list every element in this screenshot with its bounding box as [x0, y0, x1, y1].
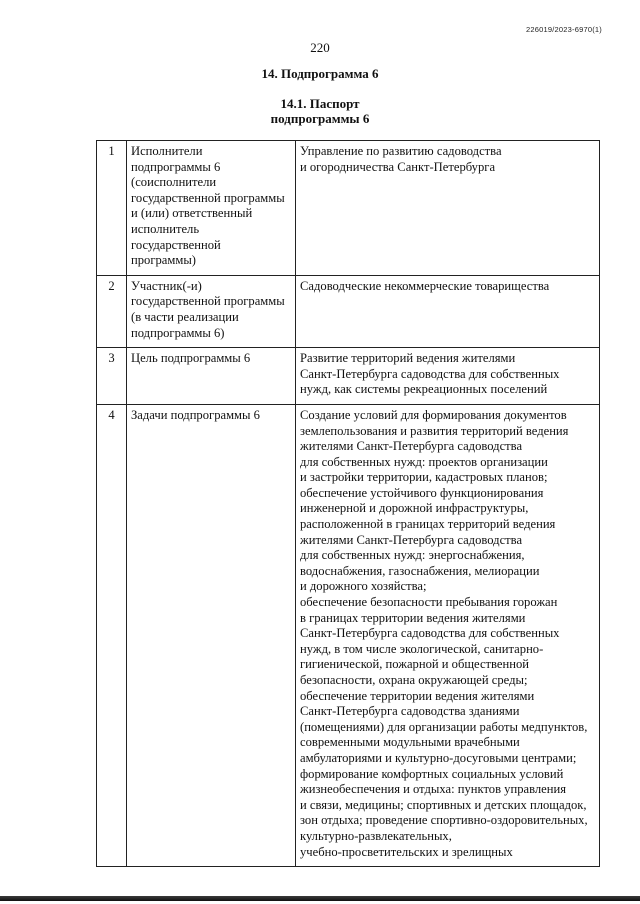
row-label — [127, 275, 296, 347]
table-row — [97, 275, 600, 347]
label-line: исполнитель — [131, 221, 200, 236]
value-line: (помещениями) для организации работы медпунктов, — [300, 719, 588, 734]
value-line: Садоводческие некоммерческие товарищества — [300, 278, 550, 293]
value-line: культурно-развлекательных, — [300, 828, 452, 843]
page-number: 220 — [310, 40, 330, 55]
value-line: нужд, в том числе экологической, санитарно- — [300, 641, 544, 656]
section-title: 14. Подпрограмма 6 — [261, 66, 379, 81]
value-line: учебно-просветительских и зрелищных — [300, 844, 513, 859]
label-line: Задачи подпрограммы 6 — [131, 407, 260, 422]
value-line: Санкт-Петербурга садоводства для собственных — [300, 366, 560, 381]
value-line: Санкт-Петербурга садоводства зданиями — [300, 704, 520, 719]
table-row — [97, 348, 600, 405]
document-number: 226019/2023-6970(1) — [526, 25, 602, 34]
value-line: нужд, как системы рекреационных поселений — [300, 382, 548, 397]
value-line: Управление по развитию садоводства — [300, 144, 502, 158]
scan-bottom-edge — [0, 896, 640, 901]
value-line: расположенной в границах территорий ведения — [300, 517, 556, 532]
row-value — [296, 404, 600, 866]
value-line: для собственных нужд: энергоснабжения, — [300, 548, 525, 563]
value-line: и застройки территории, кадастровых планов; — [300, 470, 548, 485]
row-number: 2 — [97, 275, 127, 347]
value-line: обеспечение территории ведения жителями — [300, 688, 535, 703]
label-line: подпрограммы 6 — [131, 159, 221, 174]
value-line: современными модульными врачебными — [300, 735, 520, 750]
row-number: 3 — [97, 348, 127, 405]
row-label — [127, 348, 296, 405]
label-line: Исполнители — [131, 144, 203, 158]
row-value — [296, 141, 600, 276]
value-line: жизнеобеспечения и отдыха: пунктов управления — [300, 782, 567, 797]
value-line: Развитие территорий ведения жителями — [300, 351, 516, 366]
value-line: и дорожного хозяйства; — [300, 579, 427, 594]
value-line: зон отдыха; проведение спортивно-оздоровительных, — [300, 813, 588, 828]
label-line: Участник(-и) — [131, 278, 202, 293]
label-line: (в части реализации — [131, 309, 239, 324]
value-line: для собственных нужд: проектов организации — [300, 454, 548, 469]
value-line: амбулаториями и культурно-досуговыми центрами; — [300, 750, 577, 765]
label-line: государственной — [131, 237, 221, 252]
label-line: Цель подпрограммы 6 — [131, 351, 251, 366]
value-line: жителями Санкт-Петербурга садоводства — [300, 532, 523, 547]
value-line: водоснабжения, газоснабжения, мелиорации — [300, 563, 540, 578]
label-line: подпрограммы 6) — [131, 325, 225, 340]
table-row — [97, 404, 600, 866]
value-line: формирование комфортных социальных условий — [300, 766, 564, 781]
subsection-title — [0, 96, 640, 126]
row-label — [127, 404, 296, 866]
row-label — [127, 141, 296, 276]
label-line: государственной программы — [131, 190, 285, 205]
value-line: и огородничества Санкт-Петербурга — [300, 159, 496, 174]
value-line: в границах территории ведения жителями — [300, 610, 526, 625]
subsection-title-line: 14.1. Паспорт — [280, 96, 360, 111]
value-line: обеспечение безопасности пребывания горожан — [300, 595, 558, 610]
row-value — [296, 275, 600, 347]
label-line: (соисполнители — [131, 175, 217, 190]
value-line: жителями Санкт-Петербурга садоводства — [300, 439, 523, 454]
value-line: и связи, медицины; спортивных и детских площадок, — [300, 797, 587, 812]
label-line: программы) — [131, 253, 196, 268]
subsection-title-line: подпрограммы 6 — [270, 111, 370, 126]
row-number: 4 — [97, 404, 127, 866]
passport-table — [96, 140, 600, 867]
value-line: инженерной и дорожной инфраструктуры, — [300, 501, 529, 516]
value-line: Санкт-Петербурга садоводства для собственных — [300, 626, 560, 641]
row-number: 1 — [97, 141, 127, 276]
label-line: государственной программы — [131, 294, 285, 309]
row-value — [296, 348, 600, 405]
table-row — [97, 141, 600, 276]
label-line: и (или) ответственный — [131, 206, 253, 221]
value-line: обеспечение устойчивого функционирования — [300, 485, 544, 500]
value-line: гигиенической, пожарной и общественной — [300, 657, 530, 672]
value-line: землепользования и развития территорий ведения — [300, 423, 569, 438]
value-line: безопасности, охрана окружающей среды; — [300, 673, 528, 687]
value-line: Создание условий для формирования документов — [300, 407, 567, 422]
